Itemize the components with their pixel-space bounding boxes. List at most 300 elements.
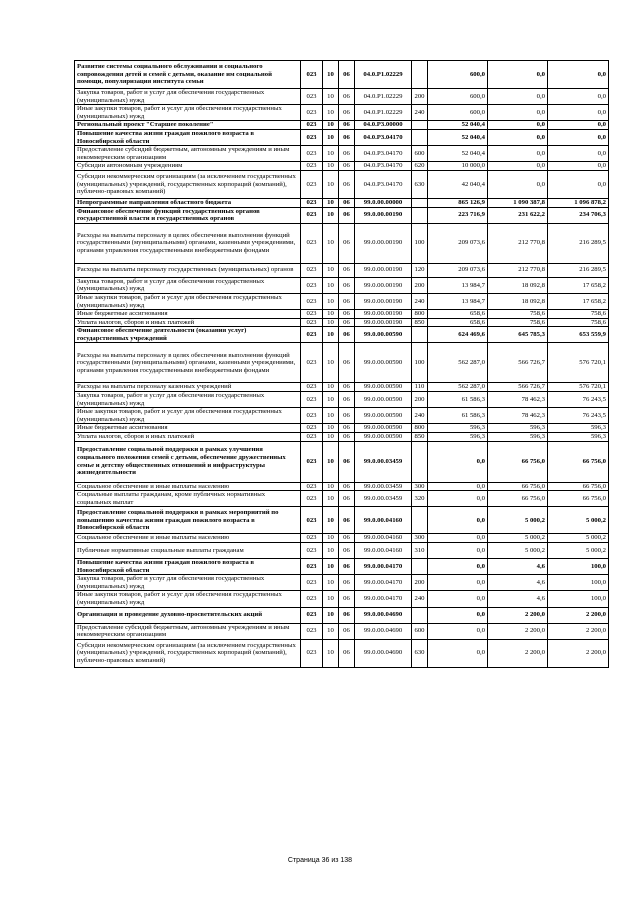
table-row: [75, 207, 609, 223]
cell-expense-type: [412, 607, 428, 623]
cell-subsection: 06: [339, 559, 355, 575]
cell-expense-type: 240: [412, 591, 428, 607]
cell-admin-code: 023: [301, 424, 323, 433]
cell-sum-year-2: 758,6: [488, 310, 548, 319]
cell-target-article: 99.0.00.04160: [355, 534, 412, 543]
cell-target-article: 99.0.00.04690: [355, 639, 412, 667]
table-row: [75, 318, 609, 327]
cell-section: 10: [323, 89, 339, 105]
cell-sum-year-1: 596,3: [428, 424, 488, 433]
cell-expense-type: 110: [412, 383, 428, 392]
cell-name: Социальное обеспечение и иные выплаты населению: [75, 482, 301, 491]
cell-expense-type: [412, 441, 428, 482]
cell-sum-year-2: 66 756,0: [488, 482, 548, 491]
cell-section: 10: [323, 543, 339, 559]
cell-admin-code: 023: [301, 146, 323, 162]
cell-section: 10: [323, 559, 339, 575]
cell-sum-year-1: 600,0: [428, 61, 488, 89]
cell-sum-year-3: 100,0: [548, 591, 609, 607]
cell-sum-year-3: 653 559,9: [548, 327, 609, 343]
cell-admin-code: 023: [301, 408, 323, 424]
budget-table: [74, 60, 609, 668]
cell-name: Региональный проект "Старшее поколение": [75, 121, 301, 130]
cell-sum-year-1: 658,6: [428, 318, 488, 327]
cell-name: Организация и проведение духовно-просветительских акций: [75, 607, 301, 623]
cell-expense-type: 120: [412, 263, 428, 277]
cell-expense-type: 630: [412, 170, 428, 198]
cell-subsection: 06: [339, 121, 355, 130]
cell-subsection: 06: [339, 327, 355, 343]
cell-expense-type: [412, 61, 428, 89]
cell-sum-year-1: 624 469,6: [428, 327, 488, 343]
cell-sum-year-3: 234 706,3: [548, 207, 609, 223]
cell-section: 10: [323, 61, 339, 89]
page-number-footer: Страница 36 из 138: [287, 857, 353, 864]
cell-sum-year-3: 0,0: [548, 146, 609, 162]
cell-sum-year-2: 231 622,2: [488, 207, 548, 223]
cell-target-article: 04.0.Р3.04170: [355, 170, 412, 198]
cell-sum-year-2: 2 200,0: [488, 623, 548, 639]
cell-sum-year-2: 5 000,2: [488, 534, 548, 543]
cell-sum-year-1: 209 073,6: [428, 223, 488, 263]
cell-admin-code: 023: [301, 310, 323, 319]
cell-sum-year-2: 758,6: [488, 318, 548, 327]
cell-expense-type: 240: [412, 105, 428, 121]
cell-name: Предоставление социальной поддержки в рамках улучшения социального положения семей с детьми, обеспечение дружественных семье и детству общественных отношений и инфраструктуры жизнедеятельности: [75, 441, 301, 482]
cell-subsection: 06: [339, 318, 355, 327]
cell-expense-type: 200: [412, 277, 428, 293]
cell-expense-type: [412, 129, 428, 145]
cell-section: 10: [323, 105, 339, 121]
cell-sum-year-2: 4,6: [488, 559, 548, 575]
cell-name: Финансовое обеспечение деятельности (оказания услуг) государственных учреждений: [75, 327, 301, 343]
cell-name: Закупка товаров, работ и услуг для обеспечения государственных (муниципальных) нужд: [75, 392, 301, 408]
cell-section: 10: [323, 424, 339, 433]
cell-sum-year-1: 61 586,3: [428, 408, 488, 424]
cell-sum-year-2: 2 200,0: [488, 639, 548, 667]
cell-target-article: 04.0.Р1.02229: [355, 105, 412, 121]
cell-sum-year-2: 2 200,0: [488, 607, 548, 623]
cell-admin-code: 023: [301, 223, 323, 263]
cell-subsection: 06: [339, 170, 355, 198]
cell-sum-year-2: 5 000,2: [488, 543, 548, 559]
cell-sum-year-3: 0,0: [548, 105, 609, 121]
cell-sum-year-2: 0,0: [488, 105, 548, 121]
table-row: [75, 607, 609, 623]
cell-subsection: 06: [339, 89, 355, 105]
cell-expense-type: 850: [412, 433, 428, 442]
cell-target-article: 99.0.00.00190: [355, 277, 412, 293]
cell-subsection: 06: [339, 543, 355, 559]
cell-name: Повышение качества жизни граждан пожилого возраста в Новосибирской области: [75, 559, 301, 575]
cell-name: Повышение качества жизни граждан пожилого возраста в Новосибирской области: [75, 129, 301, 145]
cell-section: 10: [323, 162, 339, 171]
cell-section: 10: [323, 607, 339, 623]
cell-sum-year-1: 10 000,0: [428, 162, 488, 171]
cell-sum-year-3: 576 720,1: [548, 343, 609, 383]
cell-section: 10: [323, 293, 339, 309]
table-row: [75, 639, 609, 667]
cell-sum-year-2: 5 000,2: [488, 507, 548, 534]
cell-section: 10: [323, 639, 339, 667]
cell-sum-year-2: 0,0: [488, 89, 548, 105]
cell-admin-code: 023: [301, 327, 323, 343]
cell-admin-code: 023: [301, 121, 323, 130]
cell-section: 10: [323, 207, 339, 223]
table-row: [75, 121, 609, 130]
cell-sum-year-1: 52 040,4: [428, 146, 488, 162]
table-row: [75, 534, 609, 543]
cell-sum-year-3: 216 289,5: [548, 263, 609, 277]
cell-admin-code: 023: [301, 198, 323, 207]
cell-expense-type: 300: [412, 482, 428, 491]
table-row: [75, 623, 609, 639]
cell-subsection: 06: [339, 146, 355, 162]
cell-section: 10: [323, 392, 339, 408]
cell-sum-year-1: 0,0: [428, 491, 488, 507]
cell-expense-type: 200: [412, 392, 428, 408]
cell-admin-code: 023: [301, 433, 323, 442]
cell-sum-year-2: 4,6: [488, 575, 548, 591]
cell-sum-year-1: 52 040,4: [428, 129, 488, 145]
cell-sum-year-1: 13 984,7: [428, 293, 488, 309]
cell-name: Закупка товаров, работ и услуг для обеспечения государственных (муниципальных) нужд: [75, 575, 301, 591]
cell-target-article: 99.0.00.04170: [355, 559, 412, 575]
cell-expense-type: 620: [412, 162, 428, 171]
cell-expense-type: 240: [412, 293, 428, 309]
table-row: [75, 559, 609, 575]
cell-sum-year-3: 1 096 878,2: [548, 198, 609, 207]
cell-expense-type: 630: [412, 639, 428, 667]
cell-sum-year-1: 0,0: [428, 623, 488, 639]
cell-target-article: 99.0.00.03459: [355, 441, 412, 482]
table-row: [75, 408, 609, 424]
cell-target-article: 99.0.00.00590: [355, 433, 412, 442]
table-row: [75, 170, 609, 198]
cell-name: Публичные нормативные социальные выплаты гражданам: [75, 543, 301, 559]
table-body: [75, 61, 609, 668]
table-row: [75, 129, 609, 145]
cell-target-article: 99.0.00.04170: [355, 591, 412, 607]
cell-section: 10: [323, 198, 339, 207]
cell-sum-year-2: 4,6: [488, 591, 548, 607]
cell-subsection: 06: [339, 198, 355, 207]
table-row: [75, 89, 609, 105]
cell-sum-year-3: 66 756,0: [548, 482, 609, 491]
cell-admin-code: 023: [301, 318, 323, 327]
table-row: [75, 162, 609, 171]
cell-sum-year-1: 596,3: [428, 433, 488, 442]
cell-admin-code: 023: [301, 639, 323, 667]
cell-sum-year-3: 758,6: [548, 318, 609, 327]
cell-admin-code: 023: [301, 591, 323, 607]
cell-name: Закупка товаров, работ и услуг для обеспечения государственных (муниципальных) нужд: [75, 277, 301, 293]
cell-expense-type: [412, 559, 428, 575]
cell-section: 10: [323, 383, 339, 392]
cell-admin-code: 023: [301, 623, 323, 639]
cell-target-article: 04.0.Р3.04170: [355, 146, 412, 162]
cell-sum-year-2: 0,0: [488, 61, 548, 89]
cell-subsection: 06: [339, 207, 355, 223]
cell-sum-year-3: 100,0: [548, 575, 609, 591]
table-row: [75, 277, 609, 293]
cell-target-article: 99.0.00.04160: [355, 543, 412, 559]
cell-name: Социальные выплаты гражданам, кроме публичных нормативных социальных выплат: [75, 491, 301, 507]
table-row: [75, 223, 609, 263]
cell-sum-year-3: 758,6: [548, 310, 609, 319]
cell-sum-year-3: 5 000,2: [548, 534, 609, 543]
cell-sum-year-2: 0,0: [488, 162, 548, 171]
cell-sum-year-1: 0,0: [428, 607, 488, 623]
cell-sum-year-1: 52 040,4: [428, 121, 488, 130]
cell-target-article: 04.0.Р3.04170: [355, 162, 412, 171]
cell-section: 10: [323, 482, 339, 491]
cell-sum-year-2: 1 090 387,8: [488, 198, 548, 207]
cell-sum-year-3: 576 720,1: [548, 383, 609, 392]
cell-admin-code: 023: [301, 89, 323, 105]
cell-sum-year-2: 566 726,7: [488, 383, 548, 392]
cell-target-article: 99.0.00.00590: [355, 343, 412, 383]
cell-subsection: 06: [339, 491, 355, 507]
cell-admin-code: 023: [301, 343, 323, 383]
cell-sum-year-2: 596,3: [488, 424, 548, 433]
cell-subsection: 06: [339, 383, 355, 392]
cell-expense-type: 800: [412, 424, 428, 433]
cell-name: Финансовое обеспечение функций государственных органов государственной власти и государственных органов: [75, 207, 301, 223]
cell-sum-year-3: 596,3: [548, 424, 609, 433]
cell-sum-year-2: 212 770,8: [488, 263, 548, 277]
cell-subsection: 06: [339, 607, 355, 623]
cell-sum-year-3: 5 000,2: [548, 507, 609, 534]
cell-sum-year-1: 0,0: [428, 559, 488, 575]
cell-expense-type: 310: [412, 543, 428, 559]
cell-sum-year-3: 66 756,0: [548, 441, 609, 482]
cell-target-article: 99.0.00.00590: [355, 383, 412, 392]
cell-name: Социальное обеспечение и иные выплаты населению: [75, 534, 301, 543]
cell-admin-code: 023: [301, 383, 323, 392]
cell-admin-code: 023: [301, 105, 323, 121]
cell-name: Иные закупки товаров, работ и услуг для обеспечения государственных (муниципальных) нужд: [75, 293, 301, 309]
cell-sum-year-3: 76 243,5: [548, 408, 609, 424]
cell-sum-year-1: 865 126,9: [428, 198, 488, 207]
cell-target-article: 04.0.Р1.02229: [355, 89, 412, 105]
cell-expense-type: 850: [412, 318, 428, 327]
cell-subsection: 06: [339, 591, 355, 607]
cell-admin-code: 023: [301, 507, 323, 534]
cell-admin-code: 023: [301, 293, 323, 309]
cell-sum-year-3: 216 289,5: [548, 223, 609, 263]
cell-name: Предоставление субсидий бюджетным, автономным учреждениям и иным некоммерческим организациям: [75, 623, 301, 639]
cell-sum-year-3: 0,0: [548, 89, 609, 105]
cell-section: 10: [323, 318, 339, 327]
cell-section: 10: [323, 408, 339, 424]
cell-sum-year-2: 0,0: [488, 146, 548, 162]
table-row: [75, 543, 609, 559]
table-row: [75, 441, 609, 482]
cell-section: 10: [323, 121, 339, 130]
table-row: [75, 433, 609, 442]
cell-target-article: 99.0.00.00190: [355, 318, 412, 327]
cell-section: 10: [323, 441, 339, 482]
cell-name: Субсидии некоммерческим организациям (за исключением государственных (муниципальных) учреждений, государственных корпораций (компаний), публично-правовых компаний): [75, 170, 301, 198]
cell-target-article: 04.0.Р3.00000: [355, 121, 412, 130]
cell-expense-type: 200: [412, 575, 428, 591]
cell-subsection: 06: [339, 639, 355, 667]
cell-subsection: 06: [339, 105, 355, 121]
cell-sum-year-1: 562 287,0: [428, 383, 488, 392]
cell-name: Развитие системы социального обслуживания и социального сопровождения детей и семей с детьми, оказание им социальной помощи, популяризация института семьи: [75, 61, 301, 89]
cell-section: 10: [323, 263, 339, 277]
cell-sum-year-3: 5 000,2: [548, 543, 609, 559]
cell-sum-year-1: 600,0: [428, 89, 488, 105]
cell-sum-year-1: 223 716,9: [428, 207, 488, 223]
cell-target-article: 99.0.00.04690: [355, 607, 412, 623]
cell-name: Иные закупки товаров, работ и услуг для обеспечения государственных (муниципальных) нужд: [75, 591, 301, 607]
cell-sum-year-1: 0,0: [428, 441, 488, 482]
cell-target-article: 99.0.00.03459: [355, 491, 412, 507]
cell-section: 10: [323, 575, 339, 591]
cell-admin-code: 023: [301, 482, 323, 491]
cell-sum-year-2: 645 785,3: [488, 327, 548, 343]
cell-admin-code: 023: [301, 263, 323, 277]
cell-sum-year-1: 61 586,3: [428, 392, 488, 408]
cell-sum-year-2: 566 726,7: [488, 343, 548, 383]
cell-subsection: 06: [339, 623, 355, 639]
cell-expense-type: [412, 507, 428, 534]
cell-expense-type: [412, 207, 428, 223]
cell-sum-year-1: 0,0: [428, 482, 488, 491]
table-row: [75, 293, 609, 309]
cell-sum-year-3: 100,0: [548, 559, 609, 575]
cell-subsection: 06: [339, 575, 355, 591]
cell-subsection: 06: [339, 441, 355, 482]
cell-admin-code: 023: [301, 392, 323, 408]
cell-name: Расходы на выплаты персоналу государственных (муниципальных) органов: [75, 263, 301, 277]
cell-name: Уплата налогов, сборов и иных платежей: [75, 318, 301, 327]
cell-target-article: 99.0.00.04170: [355, 575, 412, 591]
cell-section: 10: [323, 327, 339, 343]
cell-section: 10: [323, 591, 339, 607]
cell-subsection: 06: [339, 343, 355, 383]
cell-sum-year-1: 0,0: [428, 591, 488, 607]
cell-admin-code: 023: [301, 129, 323, 145]
cell-expense-type: 600: [412, 623, 428, 639]
table-row: [75, 575, 609, 591]
cell-name: Расходы на выплаты персоналу в целях обеспечения выполнения функций государственными (муниципальными) органами, казенными учреждениями, органами управления государственными внебюджетными фондами: [75, 223, 301, 263]
cell-expense-type: 240: [412, 408, 428, 424]
cell-name: Субсидии автономным учреждениям: [75, 162, 301, 171]
cell-section: 10: [323, 170, 339, 198]
cell-expense-type: 100: [412, 343, 428, 383]
cell-admin-code: 023: [301, 61, 323, 89]
cell-sum-year-1: 0,0: [428, 639, 488, 667]
cell-target-article: 99.0.00.00590: [355, 408, 412, 424]
cell-target-article: 99.0.00.00190: [355, 223, 412, 263]
cell-section: 10: [323, 129, 339, 145]
cell-sum-year-3: 2 200,0: [548, 623, 609, 639]
cell-sum-year-2: 596,3: [488, 433, 548, 442]
cell-sum-year-2: 78 462,3: [488, 408, 548, 424]
cell-admin-code: 023: [301, 534, 323, 543]
cell-expense-type: [412, 121, 428, 130]
cell-expense-type: [412, 327, 428, 343]
cell-sum-year-2: 78 462,3: [488, 392, 548, 408]
cell-section: 10: [323, 491, 339, 507]
cell-sum-year-2: 212 770,8: [488, 223, 548, 263]
cell-subsection: 06: [339, 482, 355, 491]
cell-subsection: 06: [339, 424, 355, 433]
cell-name: Иные закупки товаров, работ и услуг для обеспечения государственных (муниципальных) нужд: [75, 105, 301, 121]
cell-name: Предоставление социальной поддержки в рамках мероприятий по повышению качества жизни граждан пожилого возраста в Новосибирской области: [75, 507, 301, 534]
cell-admin-code: 023: [301, 207, 323, 223]
cell-section: 10: [323, 623, 339, 639]
cell-section: 10: [323, 534, 339, 543]
cell-subsection: 06: [339, 162, 355, 171]
table-row: [75, 343, 609, 383]
cell-sum-year-2: 18 092,8: [488, 293, 548, 309]
table-row: [75, 327, 609, 343]
cell-expense-type: 100: [412, 223, 428, 263]
cell-sum-year-1: 0,0: [428, 507, 488, 534]
cell-target-article: 99.0.00.00190: [355, 207, 412, 223]
cell-target-article: 04.0.Р3.04170: [355, 129, 412, 145]
cell-admin-code: 023: [301, 441, 323, 482]
cell-target-article: 99.0.00.00590: [355, 327, 412, 343]
table-row: [75, 263, 609, 277]
cell-target-article: 99.0.00.00590: [355, 392, 412, 408]
cell-target-article: 04.0.Р1.02229: [355, 61, 412, 89]
cell-admin-code: 023: [301, 277, 323, 293]
cell-subsection: 06: [339, 507, 355, 534]
cell-sum-year-3: 2 200,0: [548, 639, 609, 667]
cell-sum-year-2: 0,0: [488, 121, 548, 130]
cell-subsection: 06: [339, 277, 355, 293]
cell-subsection: 06: [339, 408, 355, 424]
table-row: [75, 105, 609, 121]
cell-section: 10: [323, 223, 339, 263]
cell-section: 10: [323, 433, 339, 442]
cell-name: Закупка товаров, работ и услуг для обеспечения государственных (муниципальных) нужд: [75, 89, 301, 105]
cell-sum-year-3: 596,3: [548, 433, 609, 442]
cell-sum-year-3: 0,0: [548, 162, 609, 171]
cell-sum-year-1: 0,0: [428, 534, 488, 543]
cell-sum-year-2: 0,0: [488, 170, 548, 198]
cell-admin-code: 023: [301, 491, 323, 507]
table-row: [75, 61, 609, 89]
cell-section: 10: [323, 507, 339, 534]
cell-subsection: 06: [339, 263, 355, 277]
cell-expense-type: 800: [412, 310, 428, 319]
cell-target-article: 99.0.00.00190: [355, 310, 412, 319]
table-row: [75, 383, 609, 392]
cell-sum-year-3: 2 200,0: [548, 607, 609, 623]
cell-sum-year-3: 0,0: [548, 61, 609, 89]
table-row: [75, 482, 609, 491]
cell-subsection: 06: [339, 223, 355, 263]
cell-subsection: 06: [339, 293, 355, 309]
cell-admin-code: 023: [301, 170, 323, 198]
cell-sum-year-1: 42 040,4: [428, 170, 488, 198]
cell-name: Предоставление субсидий бюджетным, автономным учреждениям и иным некоммерческим организациям: [75, 146, 301, 162]
cell-name: Иные бюджетные ассигнования: [75, 424, 301, 433]
cell-sum-year-1: 0,0: [428, 543, 488, 559]
table-row: [75, 392, 609, 408]
cell-section: 10: [323, 310, 339, 319]
table-row: [75, 591, 609, 607]
table-row: [75, 146, 609, 162]
cell-expense-type: 320: [412, 491, 428, 507]
cell-name: Иные бюджетные ассигнования: [75, 310, 301, 319]
